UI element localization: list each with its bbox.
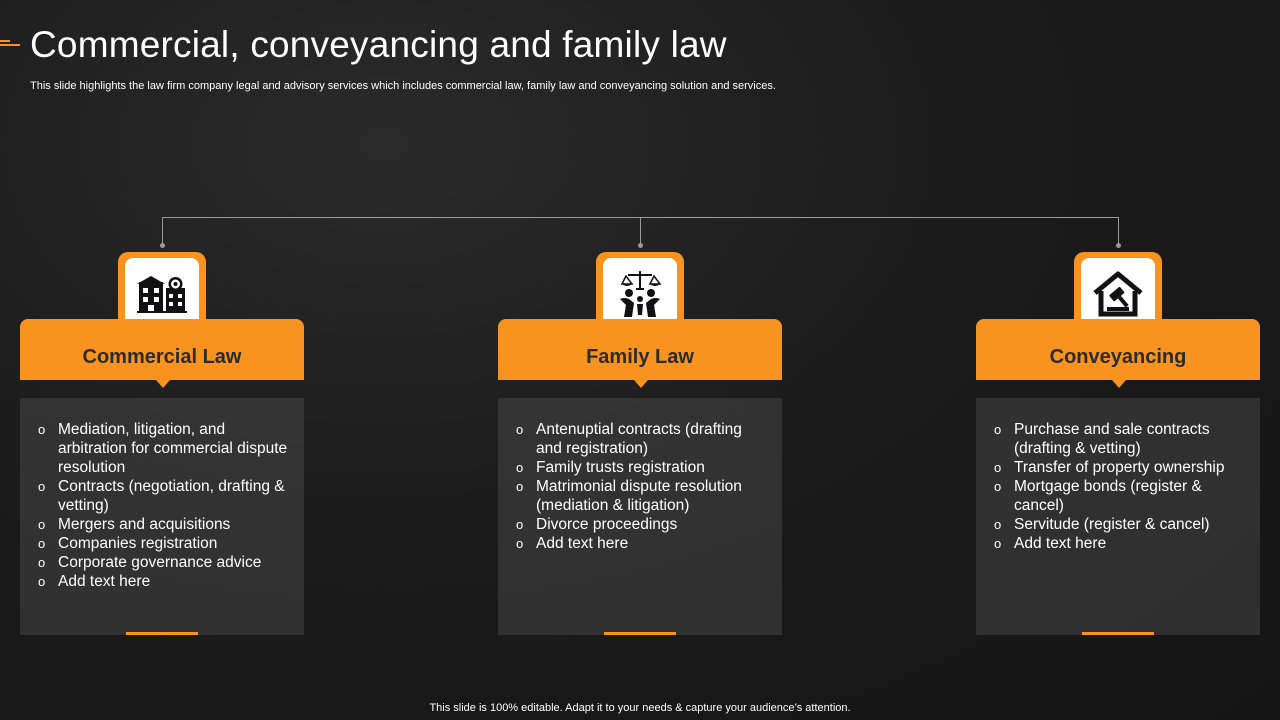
list-item <box>994 515 1244 534</box>
list-item <box>516 458 766 477</box>
family-scales-icon <box>618 269 662 319</box>
list-item-text: Add text here <box>1014 535 1107 552</box>
list-item <box>38 420 288 477</box>
list-item-text: Add text here <box>58 573 151 590</box>
card-body <box>20 398 304 635</box>
connector-conveyancing <box>1118 217 1119 245</box>
bullet-icon: o <box>516 460 524 475</box>
service-list <box>976 398 1260 553</box>
footer-note: This slide is 100% editable. Adapt it to your needs & capture your audience’s attention. <box>429 702 851 714</box>
title-accent-short <box>0 40 10 42</box>
card-bottom-accent <box>126 632 198 635</box>
list-item-text: Family trusts registration <box>536 459 705 476</box>
card-header <box>20 319 304 380</box>
list-item-text: Companies registration <box>58 535 218 552</box>
list-item <box>516 515 766 534</box>
bullet-icon: o <box>38 422 46 437</box>
list-item-text: Mortgage bonds (register & cancel) <box>1014 478 1202 514</box>
list-item <box>994 458 1244 477</box>
list-item-text: Transfer of property ownership <box>1014 459 1225 476</box>
bullet-icon: o <box>994 536 1002 551</box>
list-item <box>38 572 288 591</box>
list-item-text: Purchase and sale contracts (drafting & vetting) <box>1014 421 1210 457</box>
header-pointer <box>634 380 648 388</box>
bullet-icon: o <box>994 517 1002 532</box>
bullet-icon: o <box>516 536 524 551</box>
card-header <box>976 319 1260 380</box>
connector-dot <box>160 243 165 248</box>
list-item-text: Mergers and acquisitions <box>58 516 231 533</box>
bullet-icon: o <box>38 555 46 570</box>
service-card-conveyancing <box>976 252 1260 636</box>
list-item <box>516 420 766 458</box>
list-item <box>38 477 288 515</box>
bullet-icon: o <box>38 479 46 494</box>
list-item <box>38 534 288 553</box>
bullet-icon: o <box>994 460 1002 475</box>
service-list <box>20 398 304 591</box>
header-pointer <box>1112 380 1126 388</box>
bullet-icon: o <box>516 517 524 532</box>
list-item-text: Corporate governance advice <box>58 554 262 571</box>
service-card-commercial-law <box>20 252 304 636</box>
list-item <box>994 420 1244 458</box>
list-item <box>38 515 288 534</box>
list-item <box>516 477 766 515</box>
list-item-text: Divorce proceedings <box>536 516 678 533</box>
list-item-text: Matrimonial dispute resolution (mediation & litigation) <box>536 478 742 514</box>
bullet-icon: o <box>516 479 524 494</box>
bullet-icon: o <box>38 574 46 589</box>
service-list <box>498 398 782 553</box>
list-item <box>994 534 1244 553</box>
list-item-text: Servitude (register & cancel) <box>1014 516 1210 533</box>
card-title: Family Law <box>586 346 694 368</box>
house-gavel-icon <box>1092 271 1144 317</box>
card-title: Conveyancing <box>1049 346 1187 368</box>
connector-commercial <box>162 217 163 245</box>
bullet-icon: o <box>994 479 1002 494</box>
connector-dot <box>1116 243 1121 248</box>
card-title: Commercial Law <box>82 346 242 368</box>
page-title: Commercial, conveyancing and family law <box>30 24 727 65</box>
list-item-text: Mediation, litigation, and arbitration for commercial dispute resolution <box>58 421 288 476</box>
connector-family <box>640 217 641 245</box>
list-item-text: Antenuptial contracts (drafting and registration) <box>536 421 742 457</box>
list-item-text: Add text here <box>536 535 629 552</box>
buildings-icon <box>137 274 187 314</box>
list-item-text: Contracts (negotiation, drafting & vetting) <box>58 478 285 514</box>
card-bottom-accent <box>604 632 676 635</box>
connector-dot <box>638 243 643 248</box>
card-body <box>498 398 782 635</box>
service-card-family-law <box>498 252 782 636</box>
page-subtitle: This slide highlights the law firm company legal and advisory services which includes commercial law, family law and conveyancing solution and services. <box>30 80 776 92</box>
bullet-icon: o <box>38 517 46 532</box>
title-accent <box>0 44 20 46</box>
bullet-icon: o <box>38 536 46 551</box>
bullet-icon: o <box>994 422 1002 437</box>
list-item <box>994 477 1244 515</box>
card-bottom-accent <box>1082 632 1154 635</box>
list-item <box>38 553 288 572</box>
bullet-icon: o <box>516 422 524 437</box>
header-pointer <box>156 380 170 388</box>
list-item <box>516 534 766 553</box>
card-header <box>498 319 782 380</box>
card-body <box>976 398 1260 635</box>
